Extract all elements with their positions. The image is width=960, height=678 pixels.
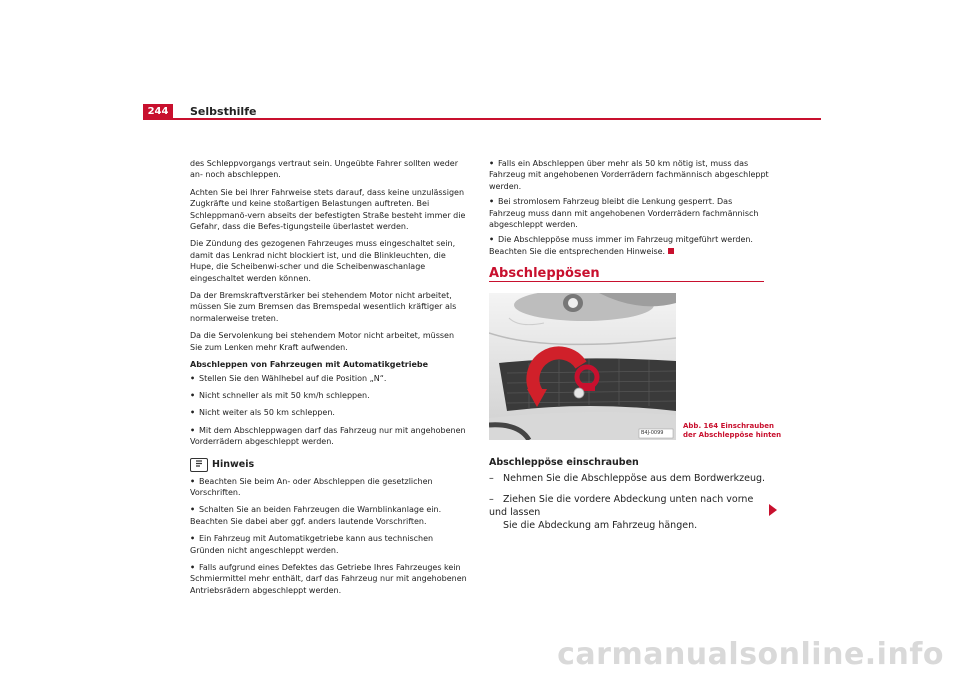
step-text: Ziehen Sie die vordere Abdeckung unten nach vorne und lassen — [489, 494, 754, 518]
hinweis-heading — [190, 458, 468, 472]
list-item: • Beachten Sie beim An- oder Abschleppen die gesetzlichen Vorschriften. — [190, 476, 468, 499]
step-dash: – — [489, 494, 494, 505]
list-item: • Falls ein Abschleppen über mehr als 50 km nötig ist, muss das Fahrzeug mit angehobenen Vorderrädern fachmännisch abgeschleppt werden. — [489, 158, 769, 192]
caption-line: der Abschleppöse hinten — [683, 431, 782, 439]
list-item: • Stellen Sie den Wählhebel auf die Position „N“. — [190, 373, 468, 384]
step-item — [489, 493, 769, 532]
step-dash: – — [489, 473, 494, 484]
paragraph: Achten Sie bei Ihrer Fahrweise stets darauf, dass keine unzulässigen Zugkräfte und keine stoßartigen Belastungen auftreten. Bei Schleppmanö-vern abseits der befestigten Straße besteht immer die Gefahr, dass die Befes-tigungsteile überlastet werden. — [190, 187, 466, 232]
section-rule — [489, 281, 764, 282]
figure-caption — [683, 422, 781, 440]
paragraph: Da die Servolenkung bei stehendem Motor nicht arbeitet, müssen Sie zum Lenken mehr Kraft aufwenden. — [190, 331, 455, 352]
list-item: • Falls aufgrund eines Defektes das Getriebe Ihres Fahrzeuges kein Schmiermittel mehr enthält, darf das Fahrzeug nur mit angehobenen Antriebsrädern abgeschleppt werden. — [190, 562, 468, 596]
figure-code: B4J-0099 — [641, 430, 664, 436]
sub-heading: Abschleppöse einschrauben — [489, 457, 639, 468]
next-page-arrow-icon — [769, 504, 777, 516]
list-item: • Ein Fahrzeug mit Automatikgetriebe kann aus technischen Gründen nicht angeschleppt werden. — [190, 533, 468, 556]
list-item-with-end-mark — [489, 234, 769, 257]
section-title: Abschleppösen — [489, 266, 600, 281]
note-icon — [190, 458, 208, 472]
list-item: • Mit dem Abschleppwagen darf das Fahrzeug nur mit angehobenen Vorderrädern abgeschleppt werden. — [190, 425, 468, 448]
tow-hook-illustration — [489, 293, 676, 440]
header-rule — [143, 118, 821, 120]
page-number: 244 — [143, 104, 173, 120]
step-text-continued: Sie die Abdeckung am Fahrzeug hängen. — [503, 520, 698, 531]
list-item: • Bei stromlosem Fahrzeug bleibt die Lenkung gesperrt. Das Fahrzeug muss dann mit angehobenen Vorderrädern fachmännisch abgeschleppt werden. — [489, 196, 769, 230]
right-column — [489, 158, 769, 257]
paragraph: des Schleppvorgangs vertraut sein. Ungeübte Fahrer sollten weder an- noch abschleppen. — [190, 159, 458, 180]
step-text: Nehmen Sie die Abschleppöse aus dem Bordwerkzeug. — [503, 473, 766, 484]
hinweis-label: Hinweis — [212, 458, 255, 470]
list-item: • Nicht schneller als mit 50 km/h schleppen. — [190, 390, 468, 401]
list-item: • Schalten Sie an beiden Fahrzeugen die Warnblinkanlage ein. Beachten Sie dabei aber ggf. anders lautende Vorschriften. — [190, 504, 468, 527]
end-mark-icon — [668, 248, 674, 254]
page-title: Selbsthilfe — [190, 105, 257, 118]
caption-line: Abb. 164 Einschrauben — [683, 422, 774, 430]
left-column — [190, 158, 468, 602]
tow-hook-figure — [489, 293, 676, 440]
step-item — [489, 472, 769, 485]
automatic-heading: Abschleppen von Fahrzeugen mit Automatikgetriebe — [190, 360, 429, 370]
list-item: • Die Abschleppöse muss immer im Fahrzeug mitgeführt werden. Beachten Sie die entsprechenden Hinweise. — [489, 235, 753, 255]
list-item: • Nicht weiter als 50 km schleppen. — [190, 407, 468, 418]
paragraph: Da der Bremskraftverstärker bei stehendem Motor nicht arbeitet, müssen Sie zum Bremsen das Bremspedal wesentlich kräftiger als normalerweise treten. — [190, 291, 457, 323]
paragraph: Die Zündung des gezogenen Fahrzeuges muss eingeschaltet sein, damit das Lenkrad nicht blockiert ist, und die Blinkleuchten, die Hupe, die Scheibenwi-scher und die Scheibenwaschanlage eingeschaltet werden können. — [190, 239, 456, 283]
watermark: carmanualsonline.info — [557, 637, 944, 672]
